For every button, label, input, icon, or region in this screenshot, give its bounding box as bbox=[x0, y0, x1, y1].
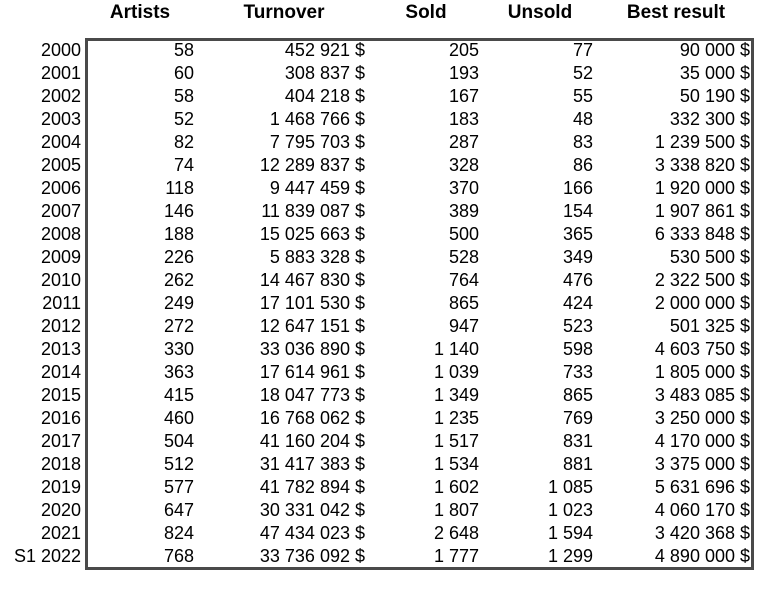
unsold-cell: 86 bbox=[572, 155, 593, 175]
turnover-cell: 14 467 830 $ bbox=[259, 270, 365, 290]
turnover-cell: 17 101 530 $ bbox=[259, 293, 365, 313]
turnover-cell: 7 795 703 $ bbox=[269, 132, 365, 152]
table-row bbox=[0, 131, 782, 154]
sold-cell: 865 bbox=[448, 293, 479, 313]
year-cell: 2003 bbox=[40, 109, 81, 129]
artists-cell: 118 bbox=[165, 178, 194, 198]
table-row bbox=[0, 177, 782, 200]
year-cell: 2018 bbox=[40, 454, 81, 474]
unsold-cell: 1 594 bbox=[547, 523, 593, 543]
turnover-cell: 1 468 766 $ bbox=[269, 109, 365, 129]
turnover-cell: 47 434 023 $ bbox=[259, 523, 365, 543]
unsold-cell: 831 bbox=[562, 431, 593, 451]
year-cell: 2004 bbox=[40, 132, 81, 152]
best-cell: 6 333 848 $ bbox=[654, 224, 750, 244]
sold-cell: 1 140 bbox=[433, 339, 479, 359]
artists-cell: 58 bbox=[173, 40, 194, 60]
sold-cell: 1 517 bbox=[433, 431, 479, 451]
year-cell: 2007 bbox=[40, 201, 81, 221]
best-cell: 530 500 $ bbox=[669, 247, 750, 267]
year-cell: 2000 bbox=[40, 40, 81, 60]
turnover-cell: 11 839 087 $ bbox=[261, 201, 365, 221]
turnover-cell: 41 160 204 $ bbox=[259, 431, 365, 451]
artists-cell: 249 bbox=[163, 293, 194, 313]
artists-cell: 415 bbox=[163, 385, 194, 405]
table-row bbox=[0, 62, 782, 85]
best-cell: 3 338 820 $ bbox=[654, 155, 750, 175]
turnover-cell: 12 289 837 $ bbox=[259, 155, 365, 175]
unsold-cell: 1 299 bbox=[547, 546, 593, 566]
artists-cell: 512 bbox=[163, 454, 194, 474]
artists-cell: 74 bbox=[173, 155, 194, 175]
artists-cell: 262 bbox=[163, 270, 194, 290]
turnover-cell: 15 025 663 $ bbox=[259, 224, 365, 244]
year-cell: 2005 bbox=[40, 155, 81, 175]
unsold-cell: 154 bbox=[562, 201, 593, 221]
sold-cell: 287 bbox=[448, 132, 479, 152]
artists-cell: 146 bbox=[163, 201, 194, 221]
year-cell: 2010 bbox=[40, 270, 81, 290]
sold-cell: 370 bbox=[448, 178, 479, 198]
header-sold: Sold bbox=[405, 2, 447, 23]
table-row bbox=[0, 200, 782, 223]
best-cell: 3 375 000 $ bbox=[654, 454, 750, 474]
sold-cell: 328 bbox=[448, 155, 479, 175]
turnover-cell: 18 047 773 $ bbox=[259, 385, 365, 405]
best-cell: 5 631 696 $ bbox=[654, 477, 750, 497]
turnover-cell: 404 218 $ bbox=[284, 86, 365, 106]
turnover-cell: 41 782 894 $ bbox=[259, 477, 365, 497]
unsold-cell: 83 bbox=[572, 132, 593, 152]
artists-cell: 188 bbox=[163, 224, 194, 244]
unsold-cell: 424 bbox=[562, 293, 593, 313]
best-cell: 1 920 000 $ bbox=[654, 178, 750, 198]
unsold-cell: 865 bbox=[562, 385, 593, 405]
unsold-cell: 1 085 bbox=[547, 477, 593, 497]
sold-cell: 183 bbox=[448, 109, 479, 129]
sold-cell: 528 bbox=[448, 247, 479, 267]
table-row bbox=[0, 269, 782, 292]
artists-cell: 504 bbox=[163, 431, 194, 451]
sold-cell: 167 bbox=[448, 86, 479, 106]
table-row bbox=[0, 407, 782, 430]
year-cell: 2013 bbox=[40, 339, 81, 359]
table-row bbox=[0, 154, 782, 177]
sold-cell: 1 807 bbox=[433, 500, 479, 520]
unsold-cell: 881 bbox=[562, 454, 593, 474]
year-cell: 2015 bbox=[40, 385, 81, 405]
header-unsold: Unsold bbox=[507, 2, 573, 23]
sold-cell: 500 bbox=[448, 224, 479, 244]
table-row bbox=[0, 453, 782, 476]
year-cell: 2008 bbox=[40, 224, 81, 244]
artists-cell: 577 bbox=[163, 477, 194, 497]
sold-cell: 1 039 bbox=[433, 362, 479, 382]
year-cell: 2002 bbox=[40, 86, 81, 106]
year-cell: 2012 bbox=[40, 316, 81, 336]
sold-cell: 1 349 bbox=[433, 385, 479, 405]
sold-cell: 193 bbox=[448, 63, 479, 83]
artists-cell: 52 bbox=[173, 109, 194, 129]
sold-cell: 1 602 bbox=[433, 477, 479, 497]
unsold-cell: 55 bbox=[572, 86, 593, 106]
unsold-cell: 349 bbox=[562, 247, 593, 267]
best-cell: 3 420 368 $ bbox=[654, 523, 750, 543]
sold-cell: 764 bbox=[448, 270, 479, 290]
best-cell: 3 250 000 $ bbox=[654, 408, 750, 428]
sold-cell: 1 235 bbox=[433, 408, 479, 428]
artists-cell: 330 bbox=[163, 339, 194, 359]
best-cell: 90 000 $ bbox=[679, 40, 750, 60]
sold-cell: 2 648 bbox=[433, 523, 479, 543]
artists-cell: 58 bbox=[173, 86, 194, 106]
year-cell: 2017 bbox=[40, 431, 81, 451]
turnover-cell: 33 736 092 $ bbox=[259, 546, 365, 566]
year-cell: 2001 bbox=[40, 63, 81, 83]
unsold-cell: 1 023 bbox=[547, 500, 593, 520]
table-row bbox=[0, 545, 782, 568]
best-cell: 50 190 $ bbox=[679, 86, 750, 106]
unsold-cell: 476 bbox=[562, 270, 593, 290]
table-row bbox=[0, 39, 782, 62]
best-cell: 1 907 861 $ bbox=[654, 201, 750, 221]
best-cell: 4 890 000 $ bbox=[654, 546, 750, 566]
table-row bbox=[0, 430, 782, 453]
table-row bbox=[0, 223, 782, 246]
unsold-cell: 733 bbox=[562, 362, 593, 382]
best-cell: 3 483 085 $ bbox=[654, 385, 750, 405]
unsold-cell: 52 bbox=[572, 63, 593, 83]
best-cell: 4 060 170 $ bbox=[654, 500, 750, 520]
table-row bbox=[0, 499, 782, 522]
table-row bbox=[0, 361, 782, 384]
unsold-cell: 365 bbox=[562, 224, 593, 244]
year-cell: 2009 bbox=[40, 247, 81, 267]
turnover-cell: 452 921 $ bbox=[284, 40, 365, 60]
unsold-cell: 48 bbox=[572, 109, 593, 129]
turnover-cell: 5 883 328 $ bbox=[269, 247, 365, 267]
best-cell: 35 000 $ bbox=[679, 63, 750, 83]
header-best-result: Best result bbox=[626, 2, 726, 23]
unsold-cell: 598 bbox=[562, 339, 593, 359]
table-row bbox=[0, 108, 782, 131]
artists-cell: 363 bbox=[163, 362, 194, 382]
unsold-cell: 523 bbox=[562, 316, 593, 336]
year-cell: 2020 bbox=[40, 500, 81, 520]
year-cell: 2011 bbox=[42, 293, 81, 313]
artists-cell: 60 bbox=[173, 63, 194, 83]
year-cell: S1 2022 bbox=[13, 546, 81, 566]
best-cell: 1 805 000 $ bbox=[654, 362, 750, 382]
header-artists: Artists bbox=[109, 2, 171, 23]
year-cell: 2019 bbox=[40, 477, 81, 497]
best-cell: 1 239 500 $ bbox=[654, 132, 750, 152]
turnover-cell: 9 447 459 $ bbox=[269, 178, 365, 198]
artists-cell: 647 bbox=[163, 500, 194, 520]
table-row bbox=[0, 384, 782, 407]
turnover-cell: 31 417 383 $ bbox=[259, 454, 365, 474]
table-row bbox=[0, 246, 782, 269]
year-cell: 2021 bbox=[40, 523, 81, 543]
year-cell: 2016 bbox=[40, 408, 81, 428]
table-row bbox=[0, 338, 782, 361]
sold-cell: 1 534 bbox=[433, 454, 479, 474]
header-turnover: Turnover bbox=[243, 2, 325, 23]
artists-cell: 768 bbox=[163, 546, 194, 566]
artists-cell: 272 bbox=[163, 316, 194, 336]
artists-cell: 460 bbox=[163, 408, 194, 428]
table-row bbox=[0, 85, 782, 108]
turnover-cell: 308 837 $ bbox=[284, 63, 365, 83]
sold-cell: 947 bbox=[448, 316, 479, 336]
artists-cell: 824 bbox=[163, 523, 194, 543]
unsold-cell: 166 bbox=[562, 178, 593, 198]
sold-cell: 1 777 bbox=[433, 546, 479, 566]
best-cell: 4 603 750 $ bbox=[654, 339, 750, 359]
table-row bbox=[0, 522, 782, 545]
sold-cell: 389 bbox=[448, 201, 479, 221]
best-cell: 2 000 000 $ bbox=[654, 293, 750, 313]
best-cell: 332 300 $ bbox=[669, 109, 750, 129]
sold-cell: 205 bbox=[448, 40, 479, 60]
turnover-cell: 30 331 042 $ bbox=[259, 500, 365, 520]
unsold-cell: 77 bbox=[572, 40, 593, 60]
year-cell: 2006 bbox=[40, 178, 81, 198]
unsold-cell: 769 bbox=[562, 408, 593, 428]
year-cell: 2014 bbox=[40, 362, 81, 382]
best-cell: 2 322 500 $ bbox=[654, 270, 750, 290]
artists-cell: 226 bbox=[163, 247, 194, 267]
artists-cell: 82 bbox=[173, 132, 194, 152]
best-cell: 501 325 $ bbox=[669, 316, 750, 336]
best-cell: 4 170 000 $ bbox=[654, 431, 750, 451]
table-row bbox=[0, 476, 782, 499]
turnover-cell: 17 614 961 $ bbox=[259, 362, 365, 382]
turnover-cell: 16 768 062 $ bbox=[259, 408, 365, 428]
table-row bbox=[0, 292, 782, 315]
turnover-cell: 12 647 151 $ bbox=[259, 316, 365, 336]
turnover-cell: 33 036 890 $ bbox=[259, 339, 365, 359]
table-row bbox=[0, 315, 782, 338]
